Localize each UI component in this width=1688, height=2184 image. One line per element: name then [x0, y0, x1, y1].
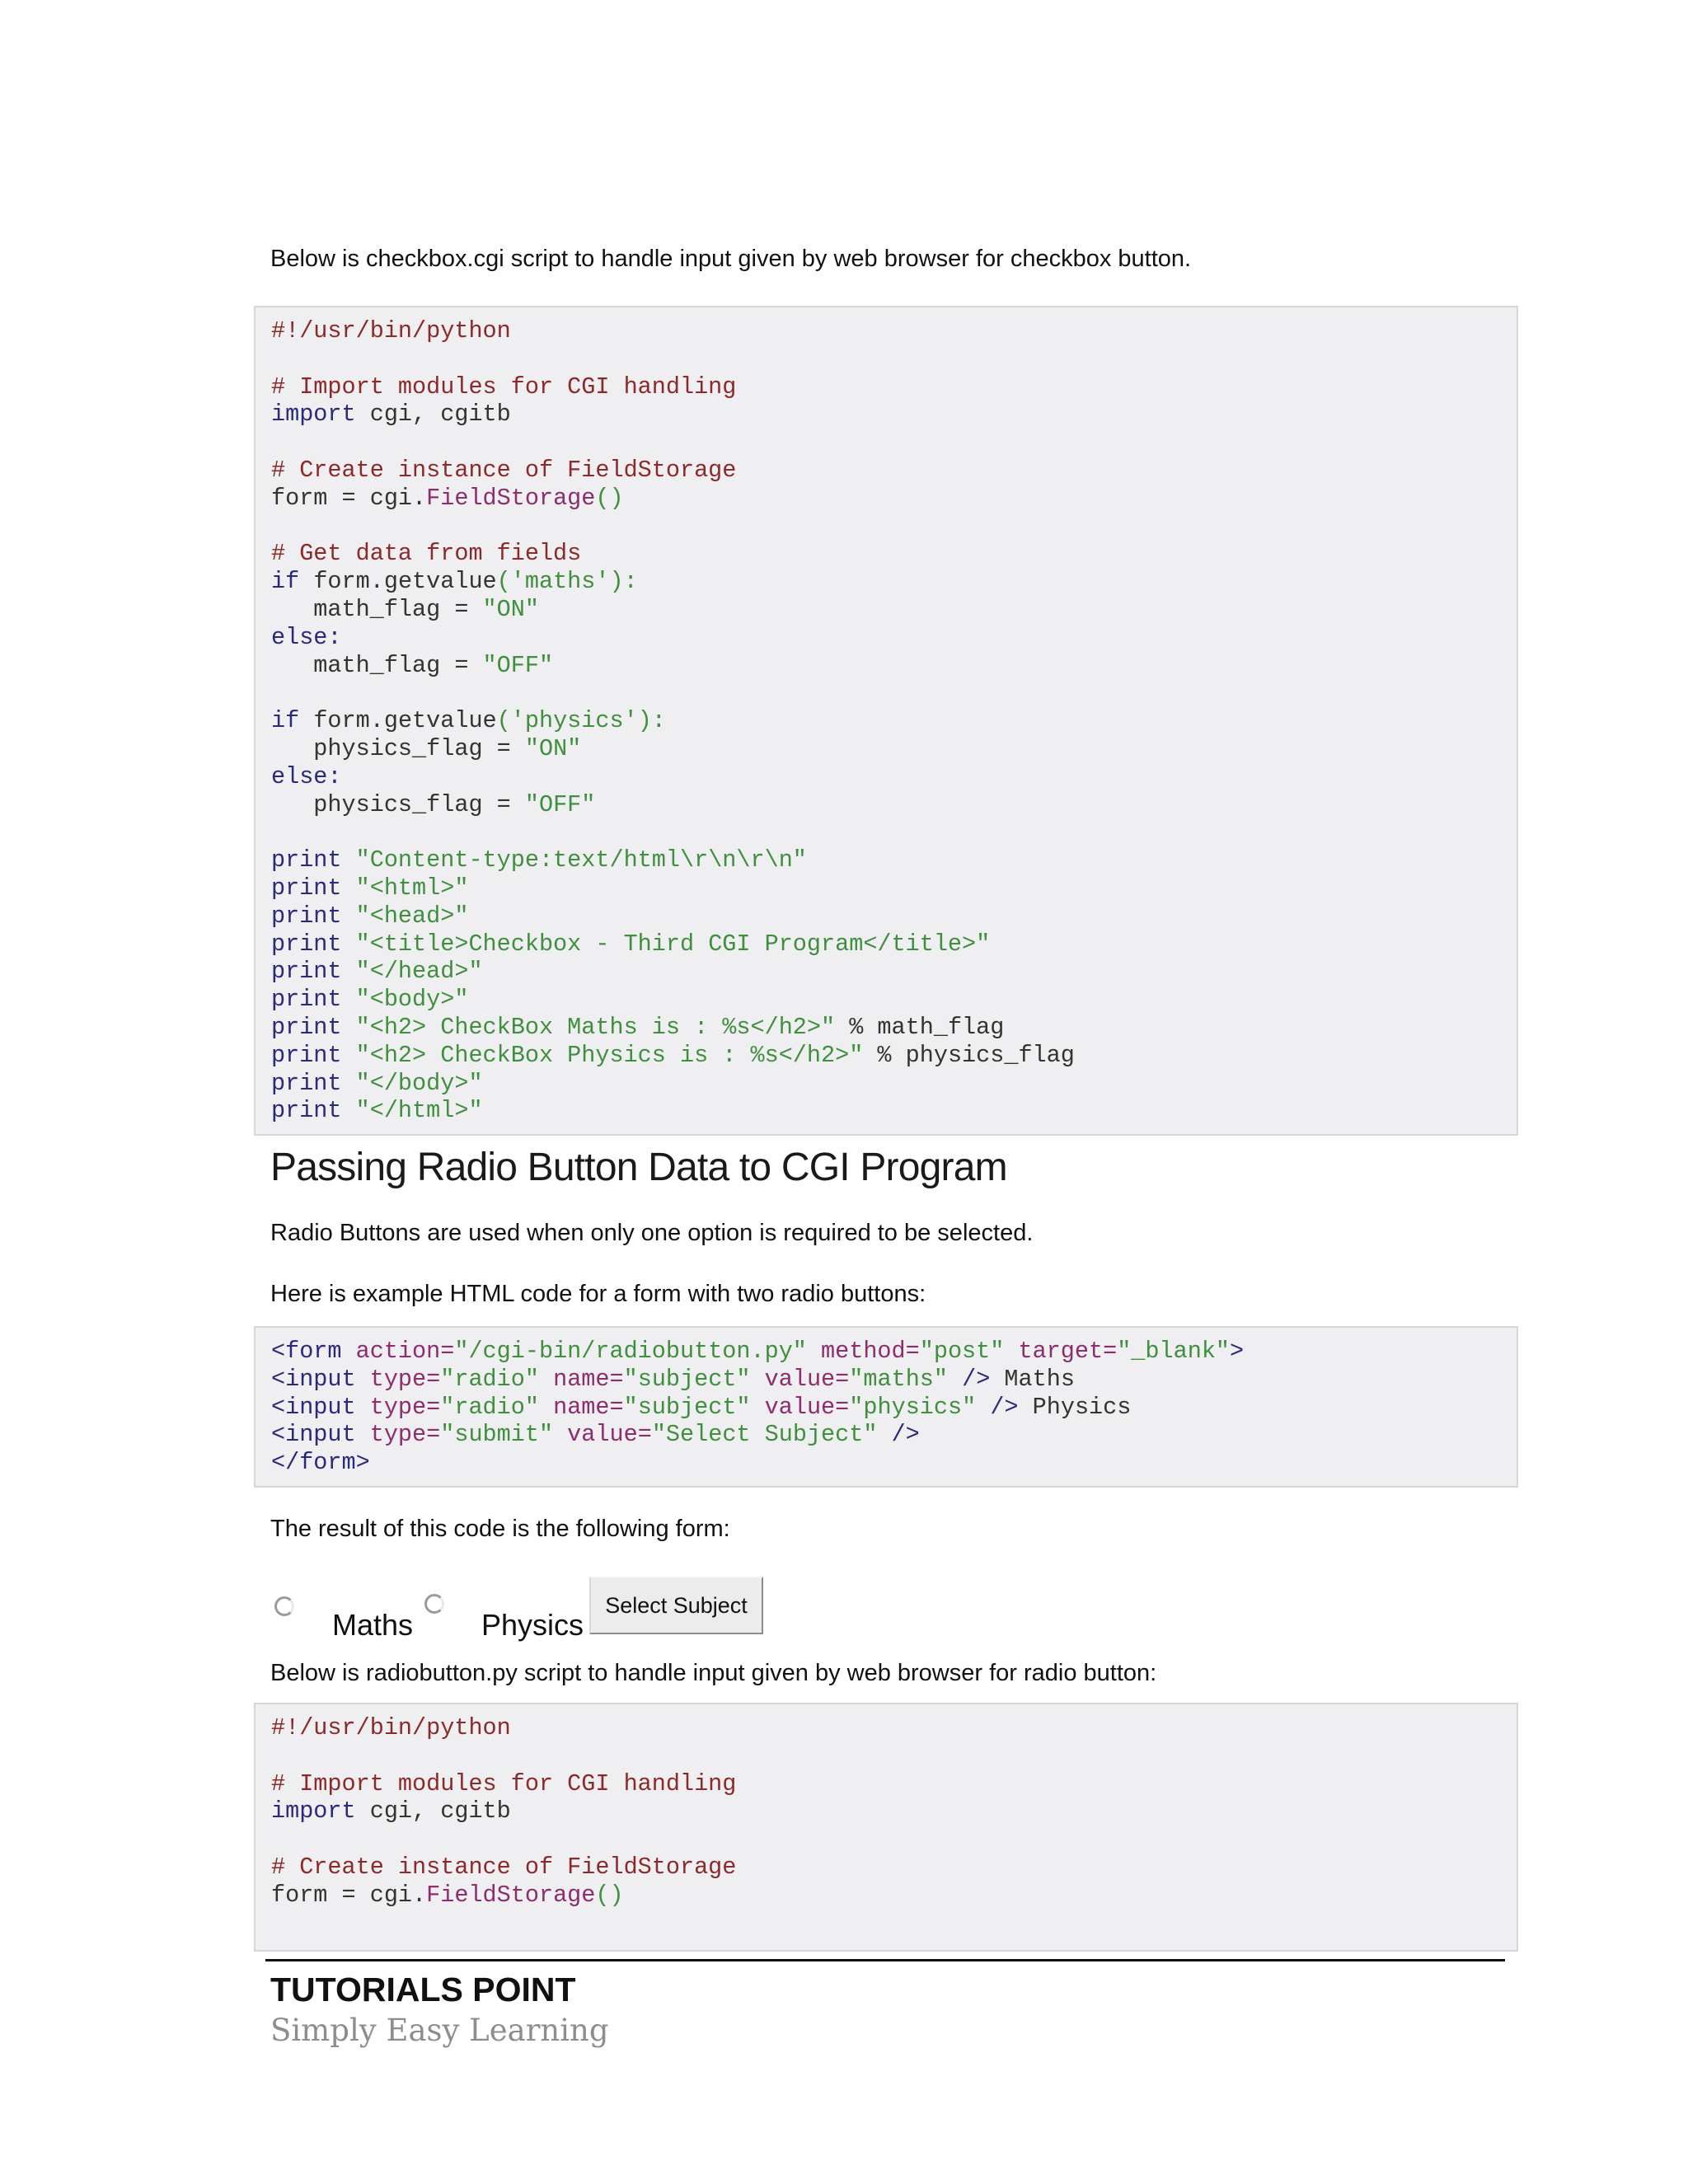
code-text: math_flag =	[271, 595, 483, 623]
physics-radio-label: Physics	[481, 1608, 584, 1642]
code-attr: type=	[355, 1421, 441, 1449]
code-comment: # Create instance of FieldStorage	[271, 456, 737, 484]
code-attr: value=	[553, 1421, 652, 1449]
code-comment: # Import modules for CGI handling	[271, 1769, 737, 1797]
radio-intro-text: Radio Buttons are used when only one option is required to be selected.	[270, 1220, 1034, 1246]
code-text: cgi, cgitb	[355, 401, 511, 429]
footer-divider	[265, 1959, 1505, 1961]
code-tag: <input	[271, 1393, 356, 1421]
code-attr-value: "_blank"	[1117, 1338, 1231, 1365]
code-attr: value=	[750, 1365, 850, 1393]
code-attr: name=	[538, 1393, 624, 1421]
code-text: Physics	[1018, 1393, 1132, 1421]
code-keyword: print	[271, 1041, 342, 1069]
select-subject-button[interactable]: Select Subject	[589, 1577, 763, 1634]
checkbox-script-intro: Below is checkbox.cgi script to handle input given by web browser for checkbox button.	[270, 246, 1192, 272]
code-tag: >	[1230, 1338, 1245, 1365]
code-punct: ()	[595, 1881, 624, 1909]
code-attr-value: "physics"	[849, 1393, 977, 1421]
code-comment: # Get data from fields	[271, 540, 582, 568]
code-tag: </form>	[271, 1449, 370, 1477]
code-keyword: print	[271, 902, 342, 930]
code-attr-value: "maths"	[849, 1365, 949, 1393]
code-keyword: print	[271, 874, 342, 902]
code-text: physics_flag =	[271, 734, 525, 762]
code-text: Maths	[990, 1365, 1075, 1393]
code-string: "<body>"	[341, 986, 469, 1014]
code-string: "</html>"	[341, 1097, 483, 1125]
code-string: "<h2> CheckBox Physics is : %s</h2>"	[341, 1041, 864, 1069]
footer-brand: TUTORIALS POINT	[270, 1971, 576, 2008]
radio-html-code	[271, 1338, 1500, 1477]
code-keyword: import	[271, 1797, 356, 1825]
code-keyword: print	[271, 986, 342, 1014]
section-heading: Passing Radio Button Data to CGI Program	[270, 1146, 1007, 1189]
code-attr-value: "submit"	[440, 1421, 554, 1449]
code-string: "OFF"	[482, 651, 554, 679]
code-attr: value=	[750, 1393, 850, 1421]
code-attr: type=	[355, 1393, 441, 1421]
maths-radio-button[interactable]	[274, 1596, 294, 1616]
code-string: "<title>Checkbox - Third CGI Program</title>"	[341, 930, 991, 958]
radiobutton-py-code-block	[254, 1703, 1518, 1952]
code-tag: <input	[271, 1365, 356, 1393]
code-text: form = cgi.	[271, 1881, 427, 1909]
result-intro-text: The result of this code is the following form:	[270, 1516, 730, 1542]
code-string: "ON"	[482, 595, 539, 623]
code-attr: name=	[538, 1365, 624, 1393]
code-keyword: if	[271, 568, 300, 596]
code-keyword: if	[271, 707, 300, 735]
code-keyword: else:	[271, 623, 342, 651]
code-attr-value: "post"	[919, 1338, 1005, 1365]
code-tag: />	[976, 1393, 1019, 1421]
code-attr: action=	[341, 1338, 455, 1365]
code-attr-value: "subject"	[623, 1393, 751, 1421]
code-attr: type=	[355, 1365, 441, 1393]
code-string: "OFF"	[524, 790, 596, 818]
code-string: "<h2> CheckBox Maths is : %s</h2>"	[341, 1013, 836, 1041]
code-attr: target=	[1004, 1338, 1118, 1365]
code-text: form.getvalue	[299, 707, 497, 735]
code-tag: <form	[271, 1338, 342, 1365]
code-text: % physics_flag	[863, 1041, 1075, 1069]
code-keyword: print	[271, 1069, 342, 1097]
code-attr-value: "radio"	[440, 1393, 539, 1421]
radiobutton-py-code	[271, 1714, 1500, 1910]
code-comment: # Import modules for CGI handling	[271, 373, 737, 401]
code-class: FieldStorage	[426, 484, 596, 512]
code-tag: />	[877, 1421, 920, 1449]
code-keyword: print	[271, 958, 342, 986]
code-keyword: print	[271, 1013, 342, 1041]
checkbox-cgi-code-block	[254, 306, 1518, 1136]
code-text: form = cgi.	[271, 484, 427, 512]
code-string: "</body>"	[341, 1069, 483, 1097]
code-string: "</head>"	[341, 958, 483, 986]
code-keyword: print	[271, 1097, 342, 1125]
code-string: ('physics'):	[496, 707, 666, 735]
code-string: "<head>"	[341, 902, 469, 930]
code-comment: # Create instance of FieldStorage	[271, 1853, 737, 1881]
code-attr-value: "/cgi-bin/radiobutton.py"	[454, 1338, 807, 1365]
code-string: "ON"	[524, 734, 582, 762]
radio-html-code-block	[254, 1326, 1518, 1488]
radio-script-intro: Below is radiobutton.py script to handle input given by web browser for radio button:	[270, 1660, 1157, 1686]
code-class: FieldStorage	[426, 1881, 596, 1909]
checkbox-cgi-code	[271, 317, 1500, 1125]
code-attr-value: "Select Subject"	[651, 1421, 878, 1449]
maths-radio-label: Maths	[332, 1608, 414, 1642]
code-keyword: print	[271, 930, 342, 958]
code-shebang: #!/usr/bin/python	[271, 1714, 511, 1741]
code-punct: ()	[595, 484, 624, 512]
footer-tagline: Simply Easy Learning	[270, 2013, 609, 2048]
code-string: "Content-type:text/html\r\n\r\n"	[341, 846, 807, 874]
code-attr: method=	[806, 1338, 920, 1365]
code-string: "<html>"	[341, 874, 469, 902]
code-text: % math_flag	[835, 1013, 1005, 1041]
physics-radio-button[interactable]	[424, 1594, 444, 1614]
code-text: form.getvalue	[299, 568, 497, 596]
code-keyword: import	[271, 401, 356, 429]
code-text: math_flag =	[271, 651, 483, 679]
code-attr-value: "radio"	[440, 1365, 539, 1393]
code-keyword: print	[271, 846, 342, 874]
code-string: ('maths'):	[496, 568, 638, 596]
radio-example-intro-text: Here is example HTML code for a form with two radio buttons:	[270, 1281, 926, 1307]
code-text: cgi, cgitb	[355, 1797, 511, 1825]
code-text: physics_flag =	[271, 790, 525, 818]
code-shebang: #!/usr/bin/python	[271, 317, 511, 344]
code-attr-value: "subject"	[623, 1365, 751, 1393]
code-tag: <input	[271, 1421, 356, 1449]
code-tag: />	[948, 1365, 991, 1393]
code-keyword: else:	[271, 762, 342, 790]
